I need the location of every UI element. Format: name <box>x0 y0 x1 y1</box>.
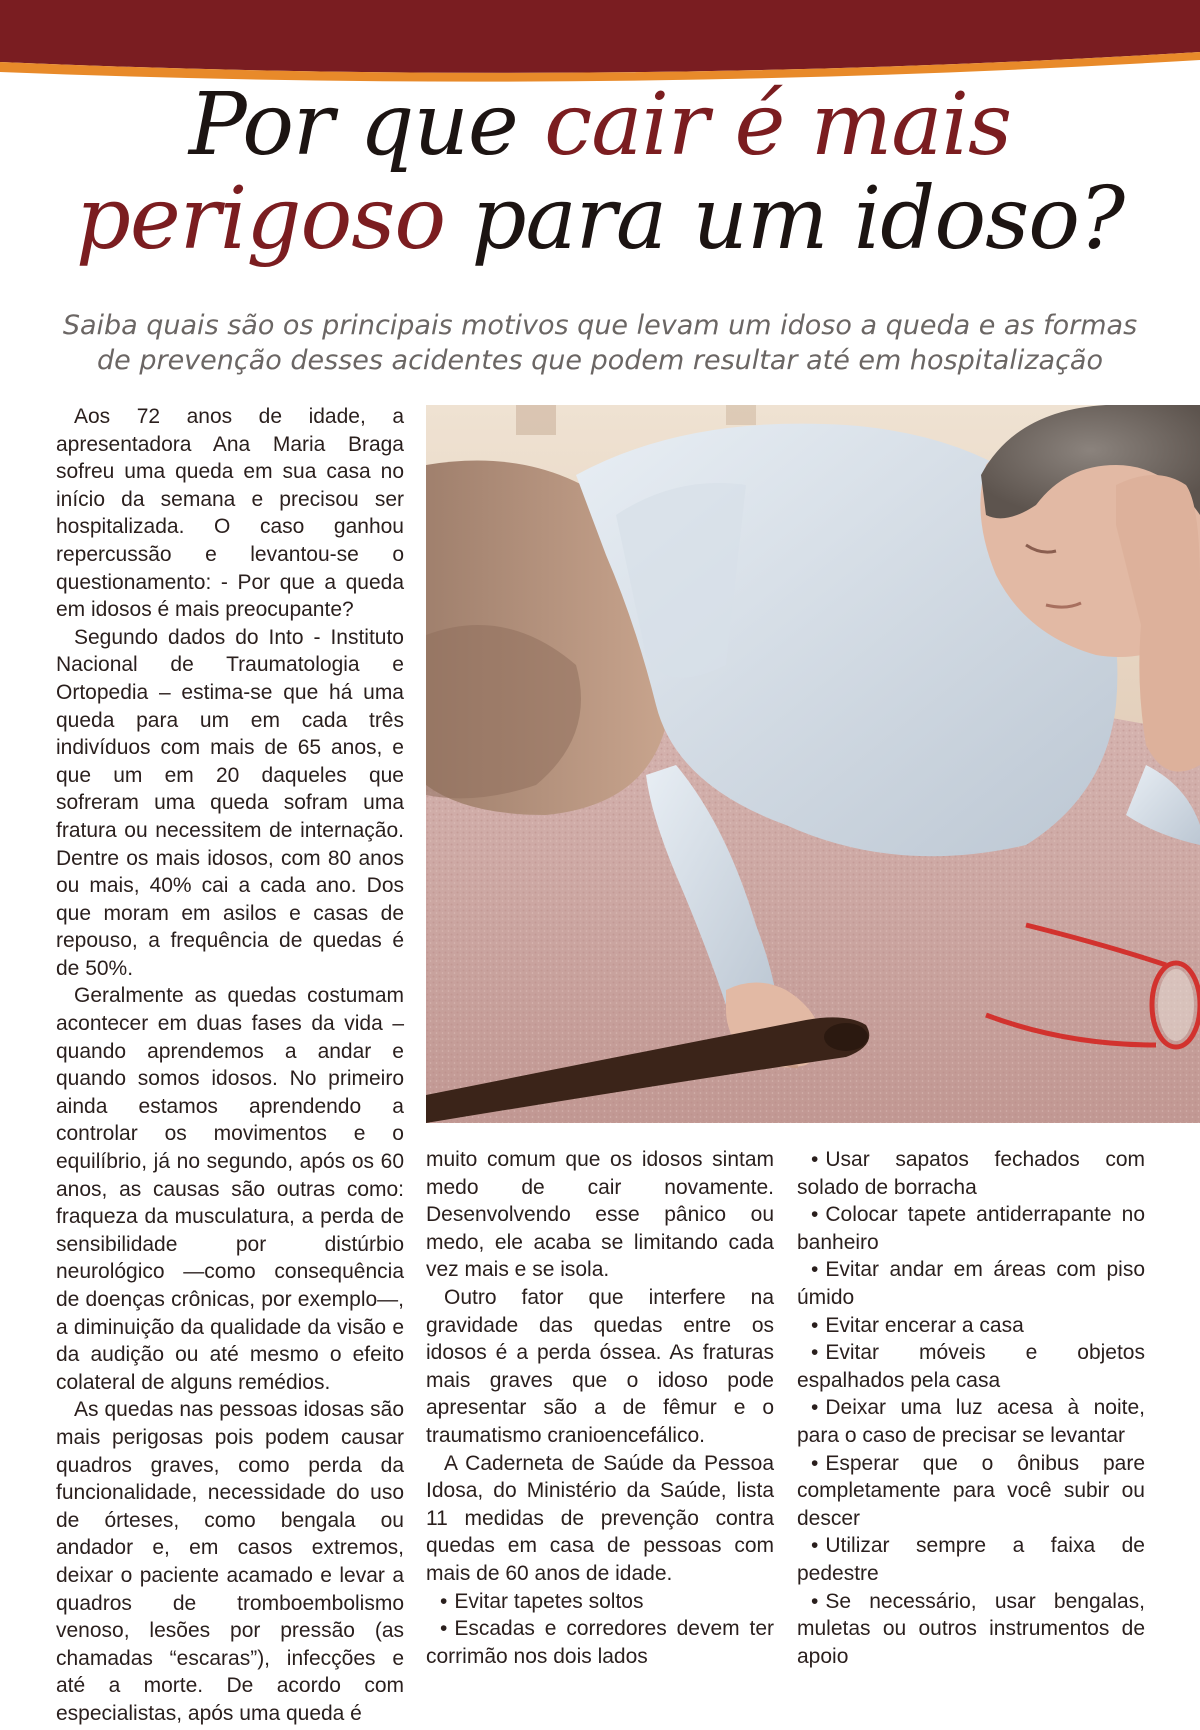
prevention-item: • Colocar tapete antiderrapante no banheiro <box>797 1201 1145 1256</box>
prevention-item: • Evitar móveis e objetos espalhados pela casa <box>797 1339 1145 1394</box>
prevention-list-part-1 <box>426 1588 774 1671</box>
prevention-item: • Usar sapatos fechados com solado de borracha <box>797 1146 1145 1201</box>
prevention-item: • Evitar tapetes soltos <box>426 1588 774 1616</box>
headline-accent-2: perigoso <box>75 169 446 269</box>
article-photo <box>426 405 1200 1123</box>
prevention-item: • Evitar andar em áreas com piso úmido <box>797 1256 1145 1311</box>
article-column-3 <box>797 1146 1145 1670</box>
prevention-item: • Se necessário, usar bengalas, muletas ou outros instrumentos de apoio <box>797 1588 1145 1671</box>
prevention-item: • Evitar encerar a casa <box>797 1312 1145 1340</box>
paragraph: Geralmente as quedas costumam acontecer em duas fases da vida – quando aprendemos a andar e quando somos idosos. No primeiro ainda estamos aprendendo a controlar os movimentos e o equilíbrio, já no segundo, após os 60 anos, as causas são outras como: fraqueza da musculatura, a perda de sensibilidade por distúrbio neurológico —como consequência de doenças crônicas, por exemplo—, a diminuição da qualidade da visão e da audição ou até mesmo o efeito colateral de alguns remédios. <box>56 984 404 1394</box>
paragraph: Aos 72 anos de idade, a apresentadora Ana Maria Braga sofreu uma queda em sua casa no início da semana e precisou ser hospitalizada. O caso ganhou repercussão e levantou-se o questionamento: - Por que a queda em idosos é mais preocupante? <box>56 405 404 622</box>
article-headline <box>0 75 1200 269</box>
prevention-item: • Esperar que o ônibus pare completamente para você subir ou descer <box>797 1450 1145 1533</box>
paragraph: muito comum que os idosos sintam medo de cair novamente. Desenvolvendo esse pânico ou medo, ele acaba se limitando cada vez mais e se isola. <box>426 1148 774 1282</box>
prevention-item: • Utilizar sempre a faixa de pedestre <box>797 1532 1145 1587</box>
prevention-list-part-2 <box>797 1146 1145 1670</box>
article-subtitle: Saiba quais são os principais motivos que levam um idoso a queda e as formas de prevenção desses acidentes que podem resultar até em hospitalização <box>62 310 1138 376</box>
article-column-2 <box>426 1146 774 1670</box>
headline-part-2: para um idoso? <box>445 169 1125 269</box>
paragraph: Segundo dados do Into - Instituto Nacional de Traumatologia e Ortopedia – estima-se que há uma queda para um em cada três indivíduos com mais de 65 anos, e que um em 20 daqueles que sofreram uma queda sofram uma fratura ou necessitem de internação. Dentre os mais idosos, com 80 anos ou mais, 40% cai a cada ano. Dos que moram em asilos e casas de repouso, a frequência de quedas é de 50%. <box>56 625 404 980</box>
headline-accent-1: cair é mais <box>544 75 1012 175</box>
photo-elderly-woman-fallen <box>426 405 1200 1123</box>
paragraph: Outro fator que interfere na gravidade das quedas entre os idosos é a perda óssea. As fraturas mais graves que o idoso pode apresentar são a de fêmur e o traumatismo cranioencefálico. <box>426 1285 774 1447</box>
paragraph: As quedas nas pessoas idosas são mais perigosas pois podem causar quadros graves, como perda da funcionalidade, necessidade do uso de órteses, como bengala ou andador e, em casos extremos, deixar o paciente acamado e levar a quadros de tromboembolismo venoso, lesões por pressão (as chamadas “escaras”), infecções e até a morte. De acordo com especialistas, após uma queda é <box>56 1398 404 1725</box>
paragraph: A Caderneta de Saúde da Pessoa Idosa, do Ministério da Saúde, lista 11 medidas de prevenção contra quedas em casa de pessoas com mais de 60 anos de idade. <box>426 1451 774 1585</box>
prevention-item: • Escadas e corredores devem ter corrimão nos dois lados <box>426 1615 774 1670</box>
prevention-item: • Deixar uma luz acesa à noite, para o caso de precisar se levantar <box>797 1394 1145 1449</box>
article-column-1 <box>56 403 404 1728</box>
headline-part-1: Por que <box>188 75 545 175</box>
